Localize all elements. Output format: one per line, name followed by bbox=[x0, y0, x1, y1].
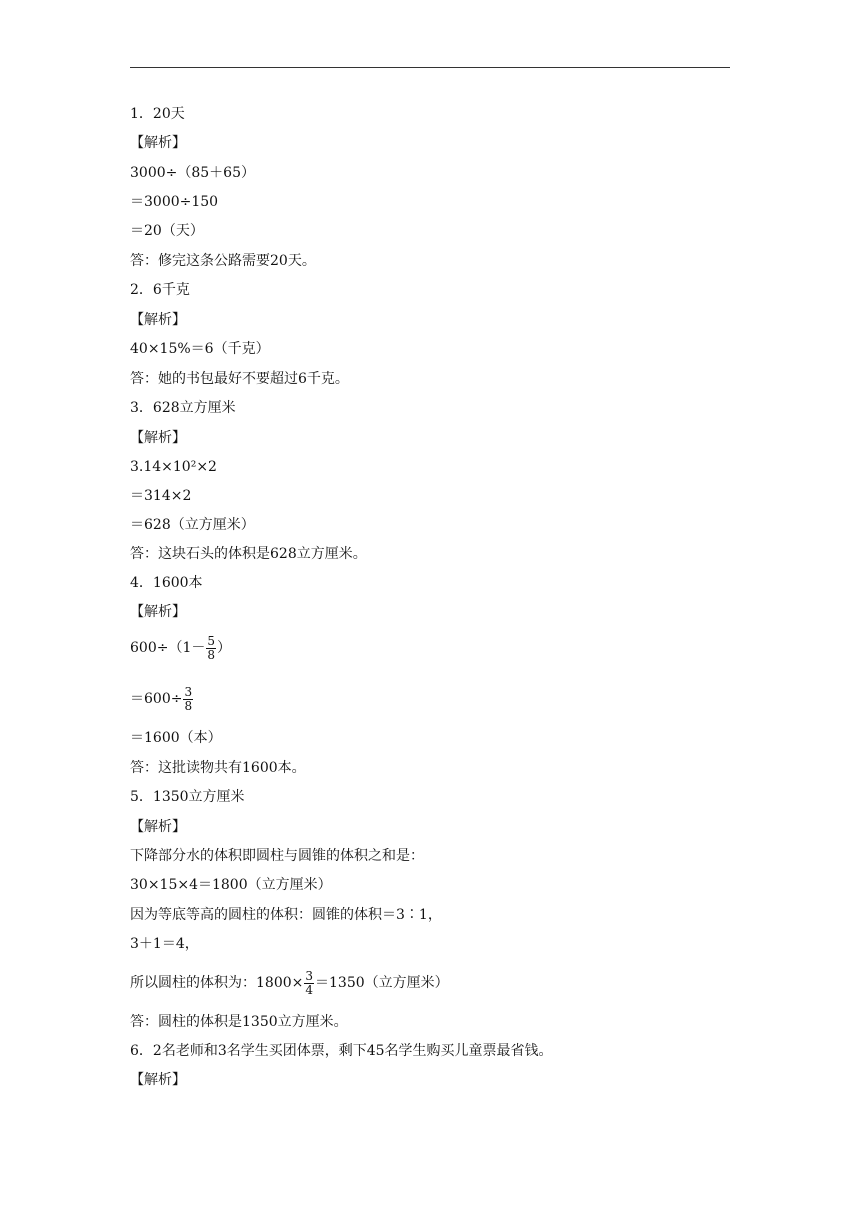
answer-title: 6．2名老师和3名学生买团体票，剩下45名学生购买儿童票最省钱。 bbox=[130, 1043, 553, 1059]
calc-line-fraction bbox=[130, 634, 231, 662]
calc-line: 3＋1＝4， bbox=[130, 936, 199, 952]
calc-line: 3000÷（85＋65） bbox=[130, 165, 255, 181]
analysis-label: 【解析】 bbox=[130, 1072, 186, 1088]
calc-text: ＝600÷ bbox=[130, 691, 183, 707]
analysis-label: 【解析】 bbox=[130, 135, 186, 151]
answer-sentence: 答：她的书包最好不要超过6千克。 bbox=[130, 371, 349, 387]
analysis-label: 【解析】 bbox=[130, 312, 186, 328]
calc-line: 40×15%＝6（千克） bbox=[130, 341, 270, 357]
answer-title: 4．1600本 bbox=[130, 575, 203, 591]
calc-line-fraction bbox=[130, 969, 449, 997]
answer-sentence: 答：圆柱的体积是1350立方厘米。 bbox=[130, 1014, 348, 1030]
answer-sentence: 答：修完这条公路需要20天。 bbox=[130, 253, 316, 269]
calc-text: 600÷（1－ bbox=[130, 640, 206, 656]
calc-line: ＝1600（本） bbox=[130, 730, 222, 746]
calc-line: ＝20（天） bbox=[130, 223, 204, 239]
answer-title: 5．1350立方厘米 bbox=[130, 789, 245, 805]
fraction-numerator: 3 bbox=[184, 684, 193, 699]
analysis-label: 【解析】 bbox=[130, 604, 186, 620]
answer-title: 1．20天 bbox=[130, 106, 185, 122]
answer-sentence: 答：这块石头的体积是628立方厘米。 bbox=[130, 546, 367, 562]
calc-line: 3.14×10²×2 bbox=[130, 459, 217, 475]
fraction bbox=[206, 635, 216, 662]
fraction-numerator: 3 bbox=[305, 968, 313, 983]
analysis-label: 【解析】 bbox=[130, 819, 186, 835]
fraction bbox=[304, 970, 314, 997]
explanation-line: 下降部分水的体积即圆柱与圆锥的体积之和是： bbox=[130, 848, 424, 864]
fraction-numerator: 5 bbox=[207, 633, 215, 648]
calc-text: ） bbox=[217, 640, 231, 656]
calc-line: 30×15×4＝1800（立方厘米） bbox=[130, 877, 332, 893]
fraction-denominator: 4 bbox=[305, 982, 313, 997]
fraction bbox=[183, 686, 193, 713]
answer-sentence: 答：这批读物共有1600本。 bbox=[130, 760, 306, 776]
answer-title: 3．628立方厘米 bbox=[130, 400, 236, 416]
calc-line: ＝3000÷150 bbox=[130, 194, 219, 210]
calc-text: ＝1350（立方厘米） bbox=[315, 975, 449, 991]
calc-text: 所以圆柱的体积为：1800× bbox=[130, 975, 304, 991]
answer-title: 2．6千克 bbox=[130, 282, 190, 298]
fraction-denominator: 8 bbox=[184, 698, 193, 713]
calc-line: ＝628（立方厘米） bbox=[130, 517, 255, 533]
fraction-denominator: 8 bbox=[207, 647, 215, 662]
explanation-line: 因为等底等高的圆柱的体积：圆锥的体积＝3∶1， bbox=[130, 907, 442, 923]
header-rule bbox=[130, 67, 730, 68]
calc-line: ＝314×2 bbox=[130, 488, 192, 504]
calc-line-fraction bbox=[130, 685, 194, 713]
analysis-label: 【解析】 bbox=[130, 430, 186, 446]
